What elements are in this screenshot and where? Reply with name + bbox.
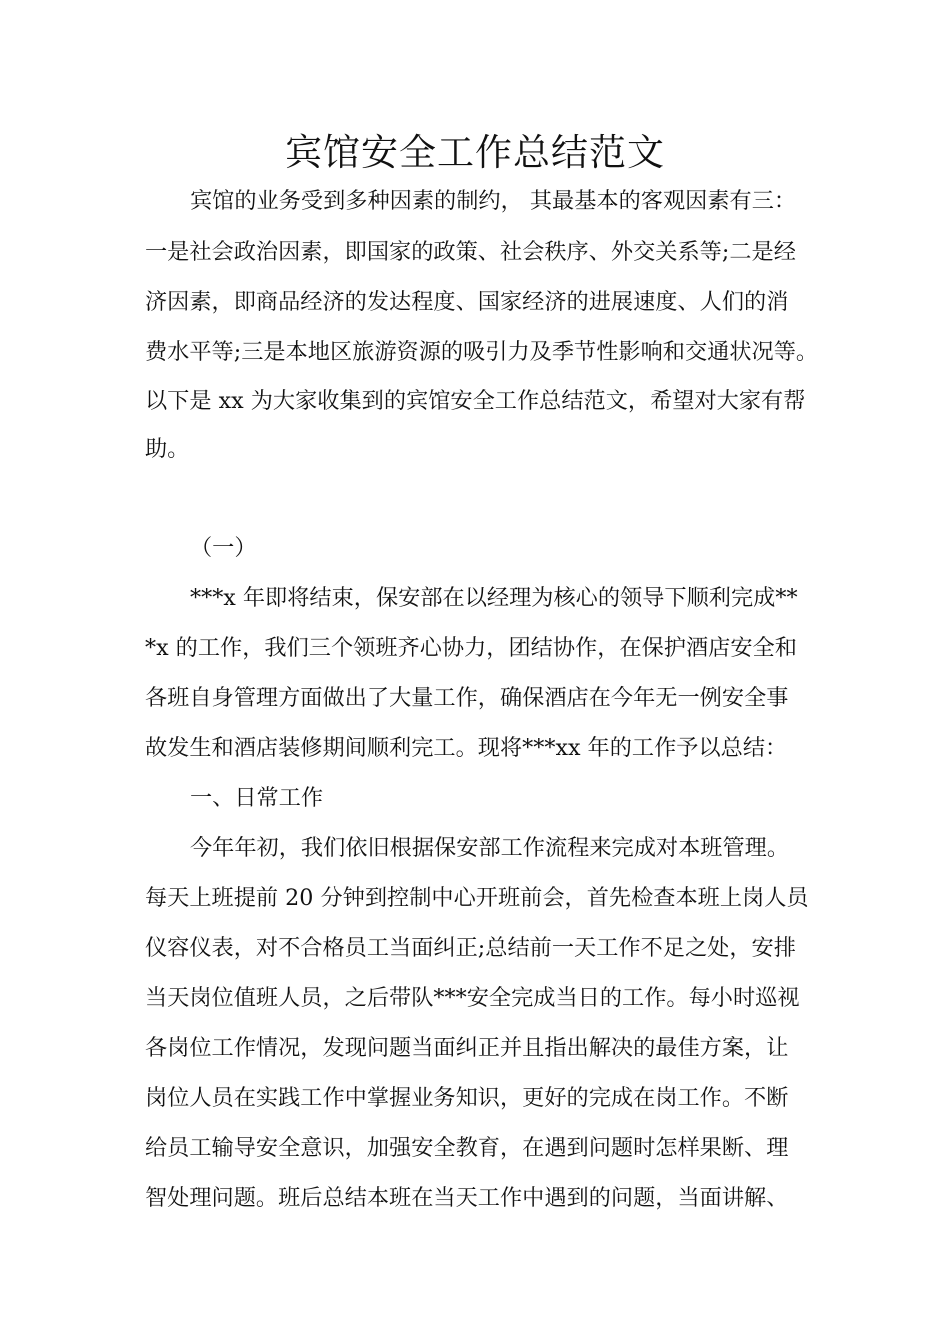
paragraph-line: 各班自身管理方面做出了大量工作，确保酒店在今年无一例安全事	[145, 685, 789, 711]
paragraph-line: ***x 年即将结束，保安部在以经理为核心的领导下顺利完成**	[190, 585, 798, 611]
paragraph-line: 故发生和酒店装修期间顺利完工。现将***xx 年的工作予以总结：	[145, 735, 788, 761]
paragraph-line: 费水平等;三是本地区旅游资源的吸引力及季节性影响和交通状况等。	[145, 339, 819, 365]
paragraph-line: *x 的工作，我们三个领班齐心协力，团结协作，在保护酒店安全和	[145, 635, 797, 661]
paragraph-line: 当天岗位值班人员，之后带队***安全完成当日的工作。每小时巡视	[145, 985, 800, 1011]
document-title: 宾馆安全工作总结范文	[285, 131, 665, 174]
paragraph-line: 助。	[145, 436, 190, 462]
section-heading: 一、日常工作	[190, 785, 324, 811]
paragraph-line: 岗位人员在实践工作中掌握业务知识，更好的完成在岗工作。不断	[145, 1085, 789, 1111]
paragraph-line: 今年年初，我们依旧根据保安部工作流程来完成对本班管理。	[190, 835, 790, 861]
paragraph-line: 一是社会政治因素，即国家的政策、社会秩序、外交关系等;二是经	[145, 239, 796, 265]
paragraph-line: 每天上班提前 20 分钟到控制中心开班前会，首先检查本班上岗人员	[145, 885, 809, 911]
paragraph-line: 宾馆的业务受到多种因素的制约， 其最基本的客观因素有三：	[190, 188, 797, 214]
paragraph-line: 各岗位工作情况，发现问题当面纠正并且指出解决的最佳方案，让	[145, 1035, 789, 1061]
paragraph-line: 给员工输导安全意识，加强安全教育，在遇到问题时怎样果断、理	[145, 1135, 789, 1161]
paragraph-line: 仪容仪表，对不合格员工当面纠正;总结前一天工作不足之处，安排	[145, 935, 796, 961]
section-number: （一）	[190, 535, 257, 561]
paragraph-line: 济因素，即商品经济的发达程度、国家经济的进展速度、人们的消	[145, 289, 789, 315]
paragraph-line: 以下是 xx 为大家收集到的宾馆安全工作总结范文，希望对大家有帮	[145, 388, 806, 414]
paragraph-line: 智处理问题。班后总结本班在当天工作中遇到的问题，当面讲解、	[145, 1185, 789, 1211]
